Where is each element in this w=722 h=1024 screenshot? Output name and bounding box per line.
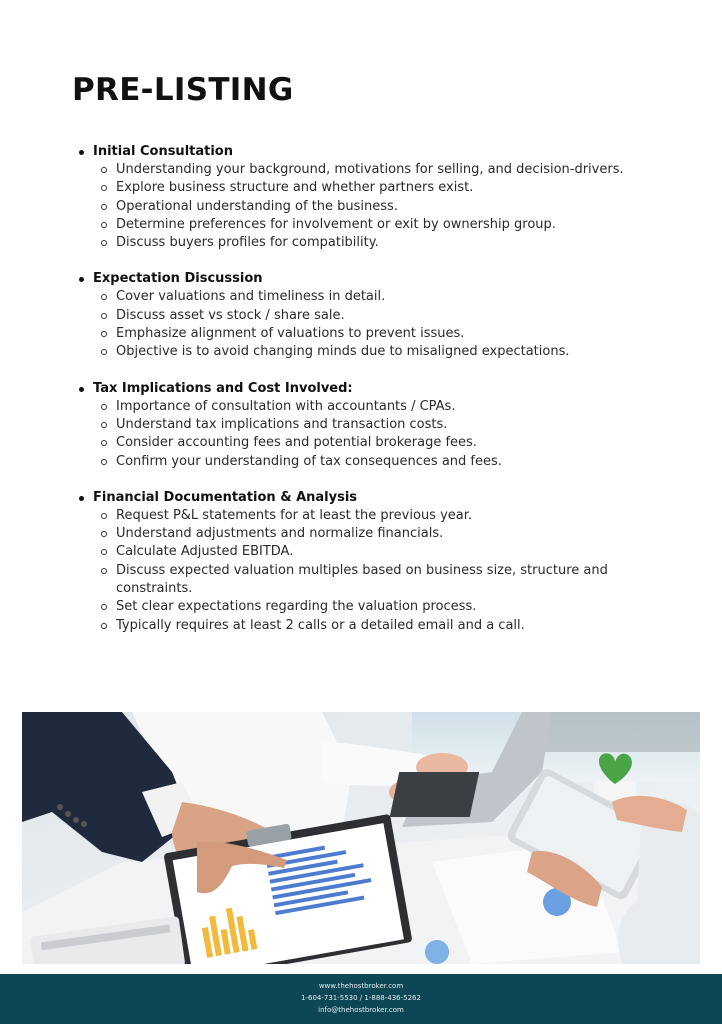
photo-illustration — [22, 712, 700, 964]
list-item: Understanding your background, motivations for selling, and decision-drivers. — [116, 161, 632, 179]
item-list — [72, 288, 632, 361]
list-item: Determine preferences for involvement or exit by ownership group. — [116, 216, 632, 234]
section-initial-consultation — [72, 143, 632, 252]
page-title: PRE-LISTING — [72, 72, 294, 108]
footer-phones: 1-604-731-5530 / 1-888-436-5262 — [301, 994, 421, 1002]
list-item: Confirm your understanding of tax consequences and fees. — [116, 453, 632, 471]
item-list — [72, 398, 632, 471]
item-list — [72, 161, 632, 252]
section-heading: Tax Implications and Cost Involved: — [72, 380, 632, 398]
list-item: Discuss expected valuation multiples based on business size, structure and constraints. — [116, 562, 632, 599]
section-expectation-discussion — [72, 270, 632, 361]
section-heading: Financial Documentation & Analysis — [72, 489, 632, 507]
list-item: Cover valuations and timeliness in detail. — [116, 288, 632, 306]
list-item: Emphasize alignment of valuations to prevent issues. — [116, 325, 632, 343]
list-item: Discuss asset vs stock / share sale. — [116, 307, 632, 325]
list-item: Set clear expectations regarding the valuation process. — [116, 598, 632, 616]
list-item: Request P&L statements for at least the previous year. — [116, 507, 632, 525]
footer-email[interactable]: info@thehostbroker.com — [318, 1006, 404, 1014]
section-heading: Expectation Discussion — [72, 270, 632, 288]
list-item: Explore business structure and whether partners exist. — [116, 179, 632, 197]
section-financial-documentation — [72, 489, 632, 635]
section-tax-implications — [72, 380, 632, 471]
item-list — [72, 507, 632, 635]
list-item: Calculate Adjusted EBITDA. — [116, 543, 632, 561]
list-item: Operational understanding of the business. — [116, 198, 632, 216]
list-item: Consider accounting fees and potential brokerage fees. — [116, 434, 632, 452]
list-item: Understand adjustments and normalize financials. — [116, 525, 632, 543]
list-item: Objective is to avoid changing minds due to misaligned expectations. — [116, 343, 632, 361]
section-list — [72, 143, 632, 635]
footer — [0, 974, 722, 1024]
business-meeting-photo — [22, 712, 700, 964]
list-item: Discuss buyers profiles for compatibility. — [116, 234, 632, 252]
section-heading: Initial Consultation — [72, 143, 632, 161]
list-item: Typically requires at least 2 calls or a detailed email and a call. — [116, 617, 632, 635]
prelisting-content — [72, 143, 632, 653]
list-item: Importance of consultation with accountants / CPAs. — [116, 398, 632, 416]
list-item: Understand tax implications and transaction costs. — [116, 416, 632, 434]
footer-website[interactable]: www.thehostbroker.com — [318, 982, 404, 990]
